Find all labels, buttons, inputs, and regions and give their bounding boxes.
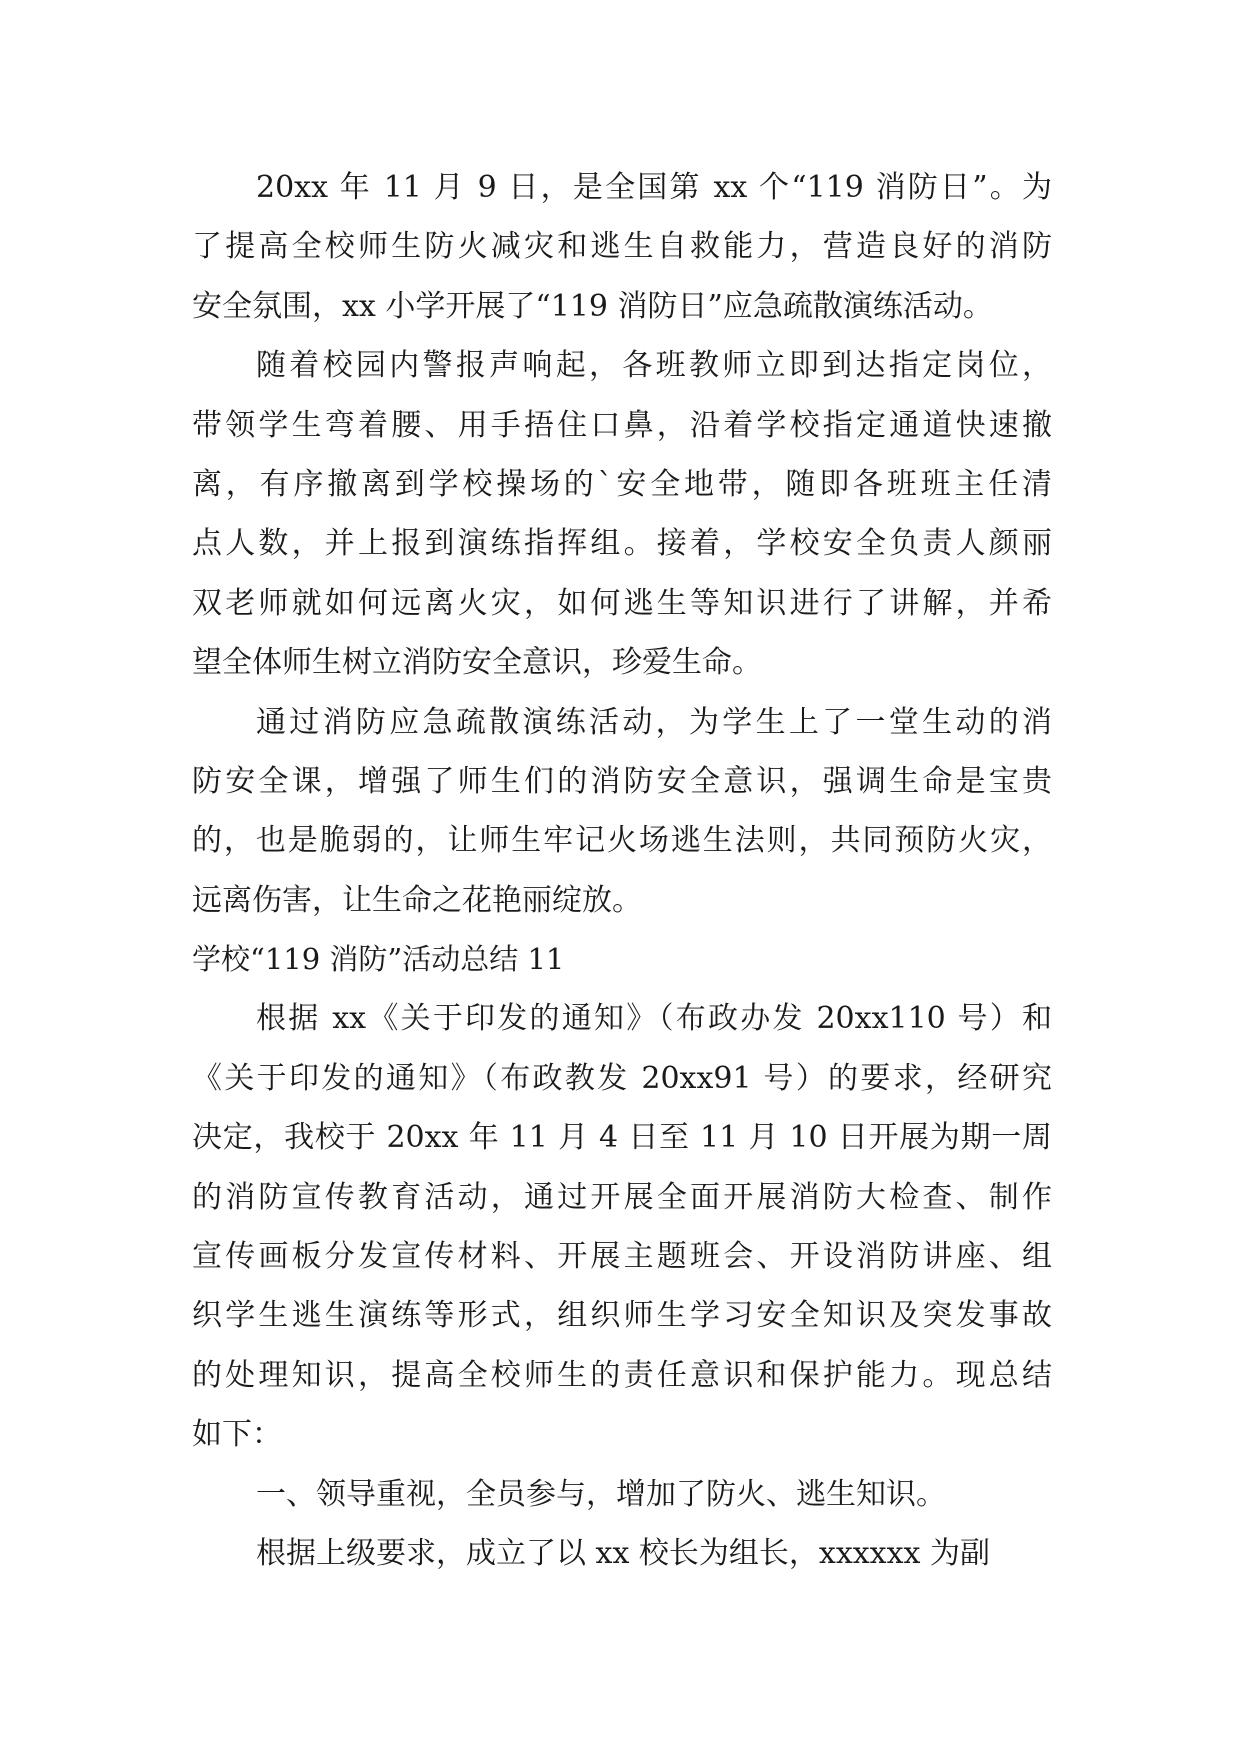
paragraph-1-line-2: 了提高全校师生防火减灾和逃生自救能力，营造良好的消防 [192,229,1052,265]
paragraph-3-line-4: 远离伤害，让生命之花艳丽绽放。 [192,882,642,918]
paragraph-2-line-6: 望全体师生树立消防安全意识，珍爱生命。 [192,645,762,681]
paragraph-1-line-3: 安全氛围，xx 小学开展了“119 消防日”应急疏散演练活动。 [192,288,993,324]
paragraph-3-line-1: 通过消防应急疏散演练活动，为学生上了一堂生动的消 [256,704,1052,740]
paragraph-2-line-1: 随着校园内警报声响起，各班教师立即到达指定岗位， [256,348,1052,384]
paragraph-4-line-3: 决定，我校于 20xx 年 11 月 4 日至 11 月 10 日开展为期一周 [192,1120,1052,1156]
paragraph-4-line-6: 织学生逃生演练等形式，组织师生学习安全知识及突发事故 [192,1298,1052,1334]
paragraph-4-line-7: 的处理知识，提高全校师生的责任意识和保护能力。现总结 [192,1357,1052,1393]
paragraph-4-line-4: 的消防宣传教育活动，通过开展全面开展消防大检查、制作 [192,1179,1052,1215]
paragraph-4-line-2: 《关于印发的通知》（布政教发 20xx91 号）的要求，经研究 [192,1060,1052,1096]
paragraph-4-line-8: 如下： [192,1417,282,1453]
subheading-1: 一、领导重视，全员参与，增加了防火、逃生知识。 [256,1476,946,1512]
paragraph-2-line-4: 点人数，并上报到演练指挥组。接着，学校安全负责人颜丽 [192,526,1052,562]
paragraph-3-line-2: 防安全课，增强了师生们的消防安全意识，强调生命是宝贵 [192,763,1052,799]
paragraph-2-line-5: 双老师就如何远离火灾，如何逃生等知识进行了讲解，并希 [192,585,1052,621]
paragraph-5-line-1: 根据上级要求，成立了以 xx 校长为组长，xxxxxx 为副 [256,1535,990,1571]
section-heading: 学校“119 消防”活动总结 11 [192,942,565,977]
paragraph-3-line-3: 的，也是脆弱的，让师生牢记火场逃生法则，共同预防火灾， [192,823,1052,859]
paragraph-2-line-3: 离，有序撤离到学校操场的`安全地带，随即各班班主任清 [192,466,1052,502]
document-page [192,158,1052,1583]
paragraph-4-line-1: 根据 xx《关于印发的通知》（布政办发 20xx110 号）和 [256,1001,1052,1037]
paragraph-4-line-5: 宣传画板分发宣传材料、开展主题班会、开设消防讲座、组 [192,1239,1052,1275]
paragraph-1-line-1: 20xx 年 11 月 9 日，是全国第 xx 个“119 消防日”。为 [256,170,1052,205]
paragraph-2-line-2: 带领学生弯着腰、用手捂住口鼻，沿着学校指定通道快速撤 [192,407,1052,443]
